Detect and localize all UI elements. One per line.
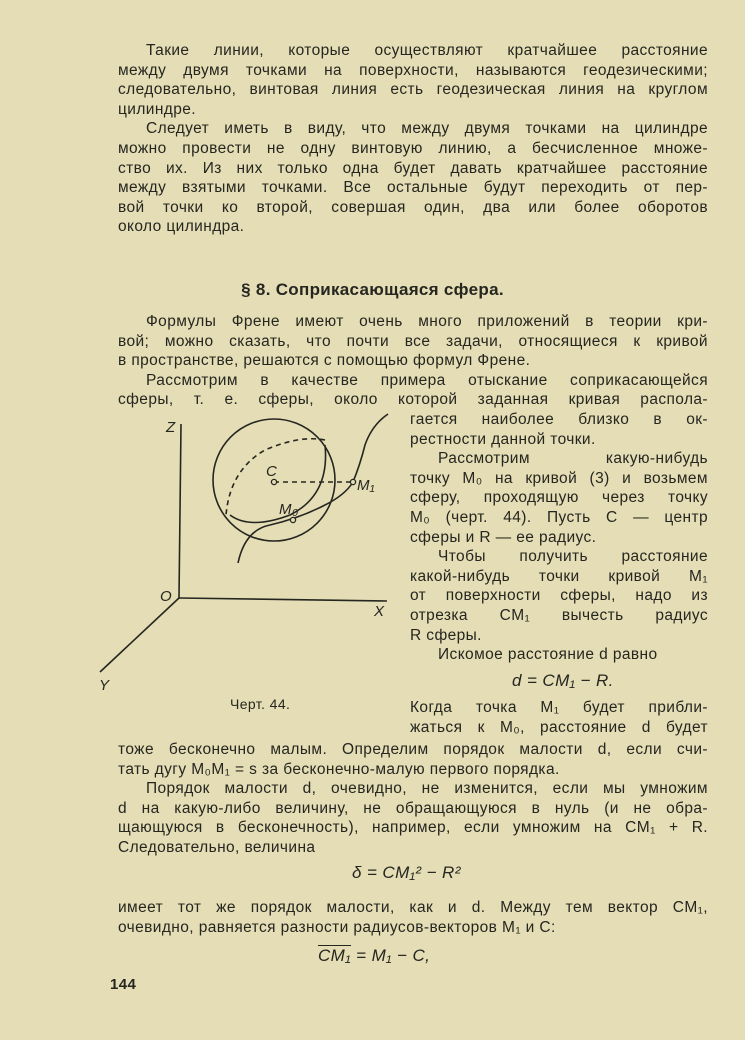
- page-number: 144: [110, 976, 137, 993]
- text-line: Искомое расстояние d равно: [438, 646, 658, 664]
- figure-caption: Черт. 44.: [230, 696, 291, 712]
- text-line: точку M₀ на кривой (3) и возьмем: [410, 469, 708, 487]
- label-m0: M₀: [279, 501, 299, 518]
- text-line: щающуюся в бесконечность), например, если умножим на CM₁ + R.: [118, 819, 708, 837]
- text-line: Чтобы получить расстояние: [438, 548, 708, 566]
- x-axis: [179, 598, 387, 601]
- text-line: тать дугу M₀M₁ = s за бесконечно-малую первого порядка.: [118, 760, 560, 778]
- text-line: гается наиболее близко в ок-: [410, 411, 708, 428]
- text-line: в пространстве, решаются с помощью формул Френе.: [118, 352, 531, 370]
- formula-vector-rhs: = M₁ − C,: [351, 946, 431, 965]
- label-c: C: [266, 463, 278, 480]
- text-line: вой; можно сказать, что почти все задачи, относящиеся к кривой: [118, 332, 708, 350]
- z-axis: [179, 424, 181, 598]
- label-m1: M₁: [357, 477, 376, 494]
- text-line: Рассмотрим в качестве примера отыскание соприкасающейся: [146, 371, 708, 389]
- text-line: M₀ (черт. 44). Пусть C — центр: [410, 508, 708, 526]
- text-line: между двумя точками на поверхности, называются геодезическими;: [118, 61, 708, 79]
- formula-distance: d = CM₁ − R.: [512, 671, 614, 690]
- point-m0: [290, 517, 295, 522]
- formula-delta: δ = CM₁² − R²: [352, 863, 461, 882]
- point-m1: [350, 479, 355, 484]
- text-line: Рассмотрим какую-нибудь: [438, 450, 708, 468]
- text-line: цилиндре.: [118, 100, 196, 118]
- text-line: вой точки ко второй, совершая один, два или более оборотов: [118, 198, 708, 216]
- text-line: d на какую-либо величину, не обращающуюся в нуль (и не обра-: [118, 799, 708, 817]
- text-line: Когда точка M₁ будет прибли-: [410, 699, 708, 716]
- text-line: Следовательно, величина: [118, 838, 316, 856]
- label-z: Z: [166, 419, 176, 436]
- section-heading: § 8. Соприкасающаяся сфера.: [241, 280, 504, 299]
- text-line: Такие линии, которые осуществляют кратчайшее расстояние: [146, 42, 708, 59]
- label-o: O: [160, 588, 173, 605]
- text-line: можно провести не одну винтовую линию, а бесчисленное множе-: [118, 139, 708, 157]
- text-line: очевидно, равняется разности радиусов-векторов M₁ и C:: [118, 918, 556, 936]
- text-line: тоже бесконечно малым. Определим порядок малости d, если счи-: [118, 741, 708, 758]
- text-line: следовательно, винтовая линия есть геодезическая линия на круглом: [118, 81, 708, 99]
- vector-cm1: CM₁: [318, 946, 352, 965]
- text-line: сферы, т. е. сферы, около которой заданная кривая распола-: [118, 391, 708, 409]
- text-line: сферы и R — ее радиус.: [410, 528, 597, 546]
- text-line: Формулы Френе имеют очень много приложений в теории кри-: [146, 313, 708, 330]
- label-y: Y: [99, 677, 110, 694]
- label-x: X: [374, 603, 385, 620]
- text-line: рестности данной точки.: [410, 430, 596, 448]
- point-c: [271, 479, 276, 484]
- text-line: имеет тот же порядок малости, как и d. Между тем вектор CM₁,: [118, 899, 708, 916]
- text-line: около цилиндра.: [118, 218, 245, 236]
- text-line: какой-нибудь точки кривой M₁: [410, 567, 708, 585]
- text-line: R сферы.: [410, 626, 482, 644]
- text-line: сферу, проходящую через точку: [410, 489, 708, 507]
- text-line: жаться к M₀, расстояние d будет: [410, 718, 708, 736]
- text-line: между взятыми точками. Все остальные будут переходить от пер-: [118, 179, 708, 197]
- text-line: отрезка CM₁ вычесть радиус: [410, 606, 708, 624]
- y-axis: [100, 598, 179, 672]
- text-line: Следует иметь в виду, что между двумя точками на цилиндре: [146, 120, 708, 138]
- text-line: Порядок малости d, очевидно, не изменится, если мы умножим: [146, 780, 708, 798]
- text-line: от поверхности сферы, надо из: [410, 587, 708, 605]
- text-line: ство их. Из них только одна будет давать кратчайшее расстояние: [118, 159, 708, 177]
